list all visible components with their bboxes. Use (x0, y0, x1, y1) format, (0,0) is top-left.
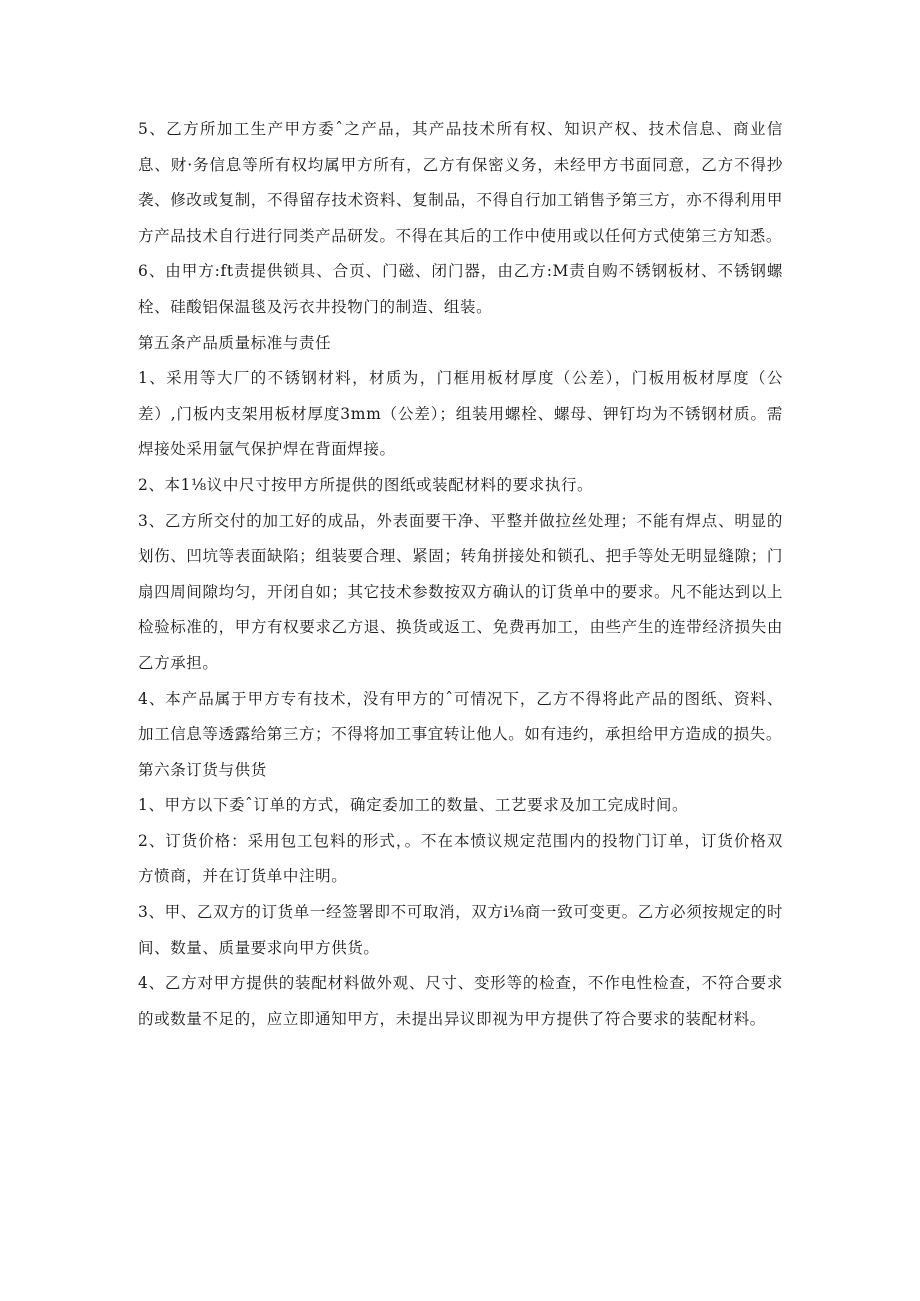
clause-6-item-2: 2、订货价格：采用包工包料的形式，。不在本愤议规定范围内的投物门订单，订货价格双方愤商，并在订货单中注明。 (138, 831, 783, 886)
clause-5-item-2: 2、本1⅛议中尺寸按甲方所提供的图纸或装配材料的要求执行。 (138, 475, 594, 494)
clause-5-item-4: 4、本产品属于甲方专有技术，没有甲方的ˆ可情况下，乙方不得将此产品的图纸、资料、加工信息等透露给第三方；不得将加工事宜转让他人。如有违约，承担给甲方造成的损失。 (138, 689, 783, 744)
clause-5-item-1: 1、采用等大厂的不锈钢材料，材质为，门框用板材厚度（公差），门板用板材厚度（公差）,门板内支架用板材厚度3mm（公差）；组装用螺栓、螺母、钾钉均为不锈钢材质。需焊接处采用氩气保护焊在背面焊接。 (138, 369, 783, 459)
clause-6-item-3: 3、甲、乙双方的订货单一经签署即不可取消，双方i⅛商一致可变更。乙方必须按规定的时间、数量、质量要求向甲方供货。 (138, 903, 783, 957)
clause-5-item-3: 3、乙方所交付的加工好的成品，外表面要干净、平整并做拉丝处理；不能有焊点、明显的划伤、凹坑等表面缺陷；组装要合理、紧固；转角拼接处和锁孔、把手等处无明显缝隙；门扇四周间隙均匀，开闭自如；其它技术参数按双方确认的订货单中的要求。凡不能达到以上检验标准的，甲方有权要求乙方退、换货或返工、免费再加工，由些产生的连带经济损失由乙方承担。 (138, 511, 783, 672)
document-body (138, 112, 783, 1037)
clause-4-item-5: 5、乙方所加工生产甲方委ˆ之产品，其产品技术所有权、知识产权、技术信息、商业信息、财·务信息等所有权均属甲方所有，乙方有保密义务，未经甲方书面同意，乙方不得抄袭、修改或复制，不得留存技术资料、复制品，不得自行加工销售予第三方，亦不得利用甲方产品技术自行进行同类产品研发。不得在其后的工作中使用或以任何方式使第三方知悉。 (138, 120, 783, 245)
section-heading-article-6: 第六条订货与供货 (138, 760, 267, 779)
clause-6-item-1: 1、甲方以下委ˆ订单的方式，确定委加工的数量、工艺要求及加工完成时间。 (138, 796, 689, 815)
section-heading-article-5: 第五条产品质量标准与责任 (138, 333, 332, 352)
clause-4-item-6: 6、由甲方:ft责提供锁具、合页、门磁、闭门器，由乙方:M责自购不锈钢板材、不锈钢螺栓、硅酸铝保温毯及污衣井投物门的制造、组装。 (138, 262, 783, 316)
clause-6-item-4: 4、乙方对甲方提供的装配材料做外观、尺寸、变形等的检查，不作电性检查，不符合要求的或数量不足的，应立即通知甲方，未提出异议即视为甲方提供了符合要求的装配材料。 (138, 974, 783, 1028)
